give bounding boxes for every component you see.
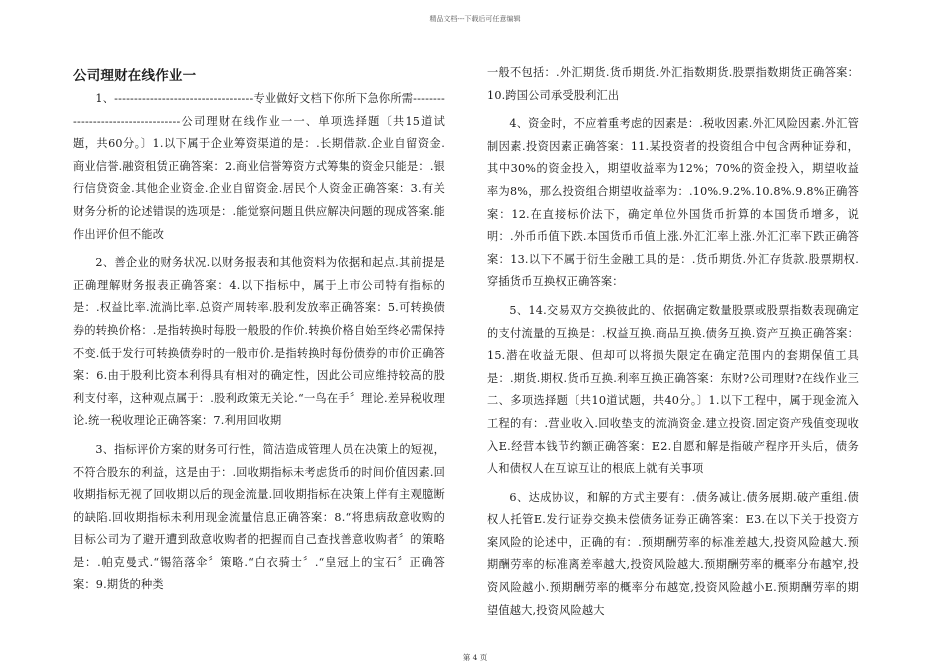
paragraph-1: 1、-----------------------------------专业做好文档下你所下急你所需-----------------------------------公司理财在线作业一一、单项选择题〔共15道试题，共60分。〕1.以下属于企业筹资渠道的是：.长期借款.企业自留资金.商业信誉.融资租赁正确答案：2.商业信誉筹资方式筹集的资金只能是：.银行信贷资金.其他企业资金.企业自留资金.居民个人资金正确答案：3.有关财务分析的论述错误的选项是：.能觉察问题且供应解决问题的现成答案.能作出评价但不能改 — [73, 92, 445, 241]
paragraph-3: 3、指标评价方案的财务可行性，简洁造成管理人员在决策上的短视，不符合股东的利益，这是由于：.回收期指标未考虑货币的时间价值因素.回收期指标无视了回收期以后的现金流量.回收期指标在决策上伴有主观臆断的缺陷.回收期指标未利用现金流量信息正确答案：8.“将患病敌意收购的目标公司为了避开遭到敌意收购者的把握而自己查找善意收购者〞的策略是：.帕克曼式.“锡箔落伞〞策略.“白衣骑士〞.“皇冠上的宝石〞正确答案：9.期货的种类 — [73, 442, 445, 592]
paragraph-3-continued: 一般不包括：.外汇期货.货币期货.外汇指数期货.股票指数期货正确答案：10.跨国公司承受股利汇出 — [487, 66, 859, 102]
paragraph-6: 6、达成协议，和解的方式主要有：.债务减让.债务展期.破产重组.债权人托管E.发行证券交换未偿债务证券正确答案：E3.在以下关于投资方案风险的论述中，正确的有：.预期酬劳率的标准差越大,投资风险越大.预期酬劳率的标准离差率越大,投资风险越大.预期酬劳率的概率分布越窄,投资风险越小.预期酬劳率的概率分布越宽,投资风险越小E.预期酬劳率的期望值越大,投资风险越大 — [487, 490, 859, 617]
paragraph-5: 5、14.交易双方交换彼此的、依据确定数量股票或股票指数表现确定的支付流量的互换是：.权益互换.商品互换.债务互换.资产互换正确答案：15.潜在收益无限、但却可以将损失限定在确定范围内的套期保值工具是：.期货.期权.货币互换.利率互换正确答案：东财?公司理财?在线作业三二、多项选择题〔共10道试题，共40分。〕1.以下工程中，属于现金流入工程的有：.营业收入.回收垫支的流淌资金.建立投资.固定资产残值变现收入E.经营本钱节约额正确答案：E2.自愿和解是指破产程序开头后，债务人和债权人在互谅互让的根底上就有关事项 — [487, 303, 859, 476]
paragraph-4: 4、资金时，不应着重考虑的因素是：.税收因素.外汇风险因素.外汇管制因素.投资因素正确答案：11.某投资者的投资组合中包含两种证券和，其中30%的资金投入，期望收益率为12%；70%的资金投入，期望收益率为8%，那么投资组合期望收益率为：.10%.9.2%.10.8%.9.8%正确答案：12.在直接标价法下，确定单位外国货币折算的本国货币增多，说明：.外币币值下跌.本国货币币值上涨.外汇汇率上涨.外汇汇率下跌正确答案：13.以下不属于衍生金融工具的是：.货币期货.外汇存货款.股票期权.穿插货币互换权正确答案： — [487, 117, 859, 289]
left-column — [73, 62, 445, 597]
page-number: 第 4 页 — [462, 653, 488, 662]
right-column — [487, 62, 859, 622]
paragraph-2: 2、善企业的财务状况.以财务报表和其他资料为依据和起点.其前提是正确理解财务报表正确答案：4.以下指标中，属于上市公司特有指标的是：.权益比率.流淌比率.总资产周转率.股利发放率正确答案：5.可转换债券的转换价格：.是指转换时每股一般股的作价.转换价格自始至终必需保持不变.低于发行可转换债券时的一般市价.是指转换时每份债券的市价正确答案：6.由于股利比资本利得具有相对的确定性，因此公司应维持较高的股利支付率，这种观点属于：.股利政策无关论.“一鸟在手〞理论.差异税收理论.统一税收理论正确答案：7.利用回收期 — [73, 256, 445, 428]
document-title: 公司理财在线作业一 — [73, 68, 197, 84]
page-header: 精品文档---下载后可任意编辑 — [429, 15, 521, 23]
